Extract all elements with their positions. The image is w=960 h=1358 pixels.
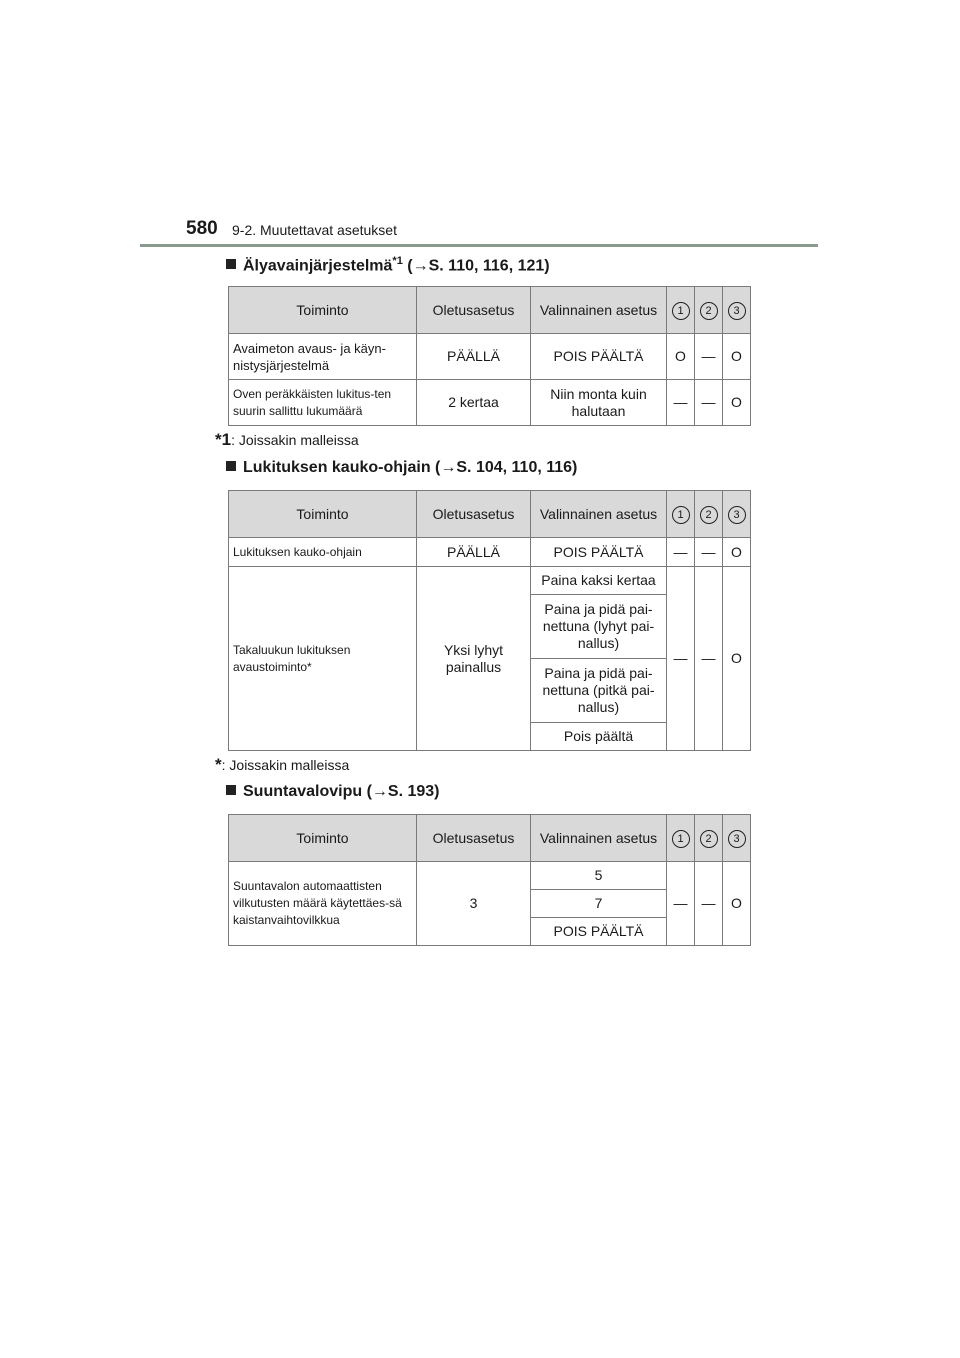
mark-cell: — <box>667 862 695 946</box>
square-bullet-icon <box>226 785 236 795</box>
function-cell: Avaimeton avaus- ja käyn-nistysjärjestelmä <box>229 334 417 380</box>
mark-cell: — <box>695 538 723 567</box>
footnote-marker: *1 <box>392 255 403 267</box>
circled-3-icon: 3 <box>728 302 746 320</box>
footnote-text: : Joissakin malleissa <box>231 432 359 448</box>
mark-cell: — <box>667 380 695 426</box>
col-header-default: Oletusasetus <box>417 815 531 862</box>
col-header-1 <box>667 815 695 862</box>
col-header-default: Oletusasetus <box>417 491 531 538</box>
circled-1-icon: 1 <box>672 506 690 524</box>
option-cell: POIS PÄÄLTÄ <box>531 334 667 380</box>
footnote-marker: *1 <box>215 430 232 449</box>
section-title: Älyavainjärjestelmä <box>243 257 393 275</box>
mark-cell: O <box>723 380 751 426</box>
option-cell: Paina ja pidä pai-nettuna (pitkä pai-nallus) <box>531 659 667 723</box>
default-cell: PÄÄLLÄ <box>417 334 531 380</box>
settings-table-turn-signal <box>228 814 751 946</box>
mark-cell: O <box>723 334 751 380</box>
circled-2-icon: 2 <box>700 302 718 320</box>
default-cell: 2 kertaa <box>417 380 531 426</box>
table-row <box>229 380 751 426</box>
option-cell: POIS PÄÄLTÄ <box>531 918 667 946</box>
col-header-function: Toiminto <box>229 491 417 538</box>
mark-cell: O <box>723 862 751 946</box>
header-divider <box>140 244 818 247</box>
table-row <box>229 538 751 567</box>
option-cell: POIS PÄÄLTÄ <box>531 538 667 567</box>
footnote-marker: * <box>215 755 222 774</box>
col-header-2 <box>695 491 723 538</box>
mark-cell: — <box>695 862 723 946</box>
circled-2-icon: 2 <box>700 506 718 524</box>
circled-2-icon: 2 <box>700 830 718 848</box>
col-header-2 <box>695 815 723 862</box>
table-row <box>229 334 751 380</box>
footnote-2 <box>215 755 349 775</box>
default-cell: PÄÄLLÄ <box>417 538 531 567</box>
section-title: Suuntavalovipu <box>243 783 363 800</box>
col-header-option: Valinnainen asetus <box>531 287 667 334</box>
col-header-3 <box>723 815 751 862</box>
mark-cell: — <box>695 380 723 426</box>
option-cell: Pois päältä <box>531 723 667 751</box>
section-heading-remote <box>226 459 577 477</box>
option-cell: 5 <box>531 862 667 890</box>
page-reference: (→S. 110, 116, 121) <box>407 257 550 275</box>
col-header-function: Toiminto <box>229 287 417 334</box>
col-header-3 <box>723 491 751 538</box>
page-reference: (→S. 193) <box>366 783 440 800</box>
default-cell: 3 <box>417 862 531 946</box>
option-cell: Niin monta kuin halutaan <box>531 380 667 426</box>
mark-cell: — <box>695 334 723 380</box>
mark-cell: — <box>667 567 695 751</box>
table-row <box>229 567 751 595</box>
footnote-text: : Joissakin malleissa <box>221 757 350 773</box>
mark-cell: O <box>723 538 751 567</box>
square-bullet-icon <box>226 259 236 269</box>
table-header-row <box>229 815 751 862</box>
circled-1-icon: 1 <box>672 830 690 848</box>
settings-table-smart-key <box>228 286 751 426</box>
default-cell: Yksi lyhyt painallus <box>417 567 531 751</box>
col-header-function: Toiminto <box>229 815 417 862</box>
circled-1-icon: 1 <box>672 302 690 320</box>
col-header-2 <box>695 287 723 334</box>
function-cell: Oven peräkkäisten lukitus-ten suurin sallittu lukumäärä <box>229 380 417 426</box>
section-title: Lukituksen kauko-ohjain <box>243 459 431 476</box>
table-header-row <box>229 491 751 538</box>
section-heading-turn-signal <box>226 783 440 801</box>
option-cell: Paina kaksi kertaa <box>531 567 667 595</box>
col-header-option: Valinnainen asetus <box>531 491 667 538</box>
table-row <box>229 862 751 890</box>
col-header-option: Valinnainen asetus <box>531 815 667 862</box>
settings-table-remote <box>228 490 751 751</box>
section-heading-smart-key <box>226 255 550 275</box>
chapter-title: 9-2. Muutettavat asetukset <box>232 222 397 238</box>
function-cell: Lukituksen kauko-ohjain <box>229 538 417 567</box>
mark-cell: O <box>723 567 751 751</box>
table-header-row <box>229 287 751 334</box>
option-cell: Paina ja pidä pai-nettuna (lyhyt pai-nallus) <box>531 595 667 659</box>
page-number: 580 <box>186 218 218 239</box>
option-cell: 7 <box>531 890 667 918</box>
square-bullet-icon <box>226 461 236 471</box>
col-header-1 <box>667 287 695 334</box>
function-cell: Suuntavalon automaattisten vilkutusten määrä käytettäes-sä kaistanvaihtovilkkua <box>229 862 417 946</box>
circled-3-icon: 3 <box>728 506 746 524</box>
col-header-1 <box>667 491 695 538</box>
footnote-1 <box>215 430 359 450</box>
function-cell: Takaluukun lukituksen avaustoiminto* <box>229 567 417 751</box>
mark-cell: — <box>667 538 695 567</box>
col-header-3 <box>723 287 751 334</box>
circled-3-icon: 3 <box>728 830 746 848</box>
mark-cell: — <box>695 567 723 751</box>
col-header-default: Oletusasetus <box>417 287 531 334</box>
page-reference: (→S. 104, 110, 116) <box>435 459 578 476</box>
mark-cell: O <box>667 334 695 380</box>
